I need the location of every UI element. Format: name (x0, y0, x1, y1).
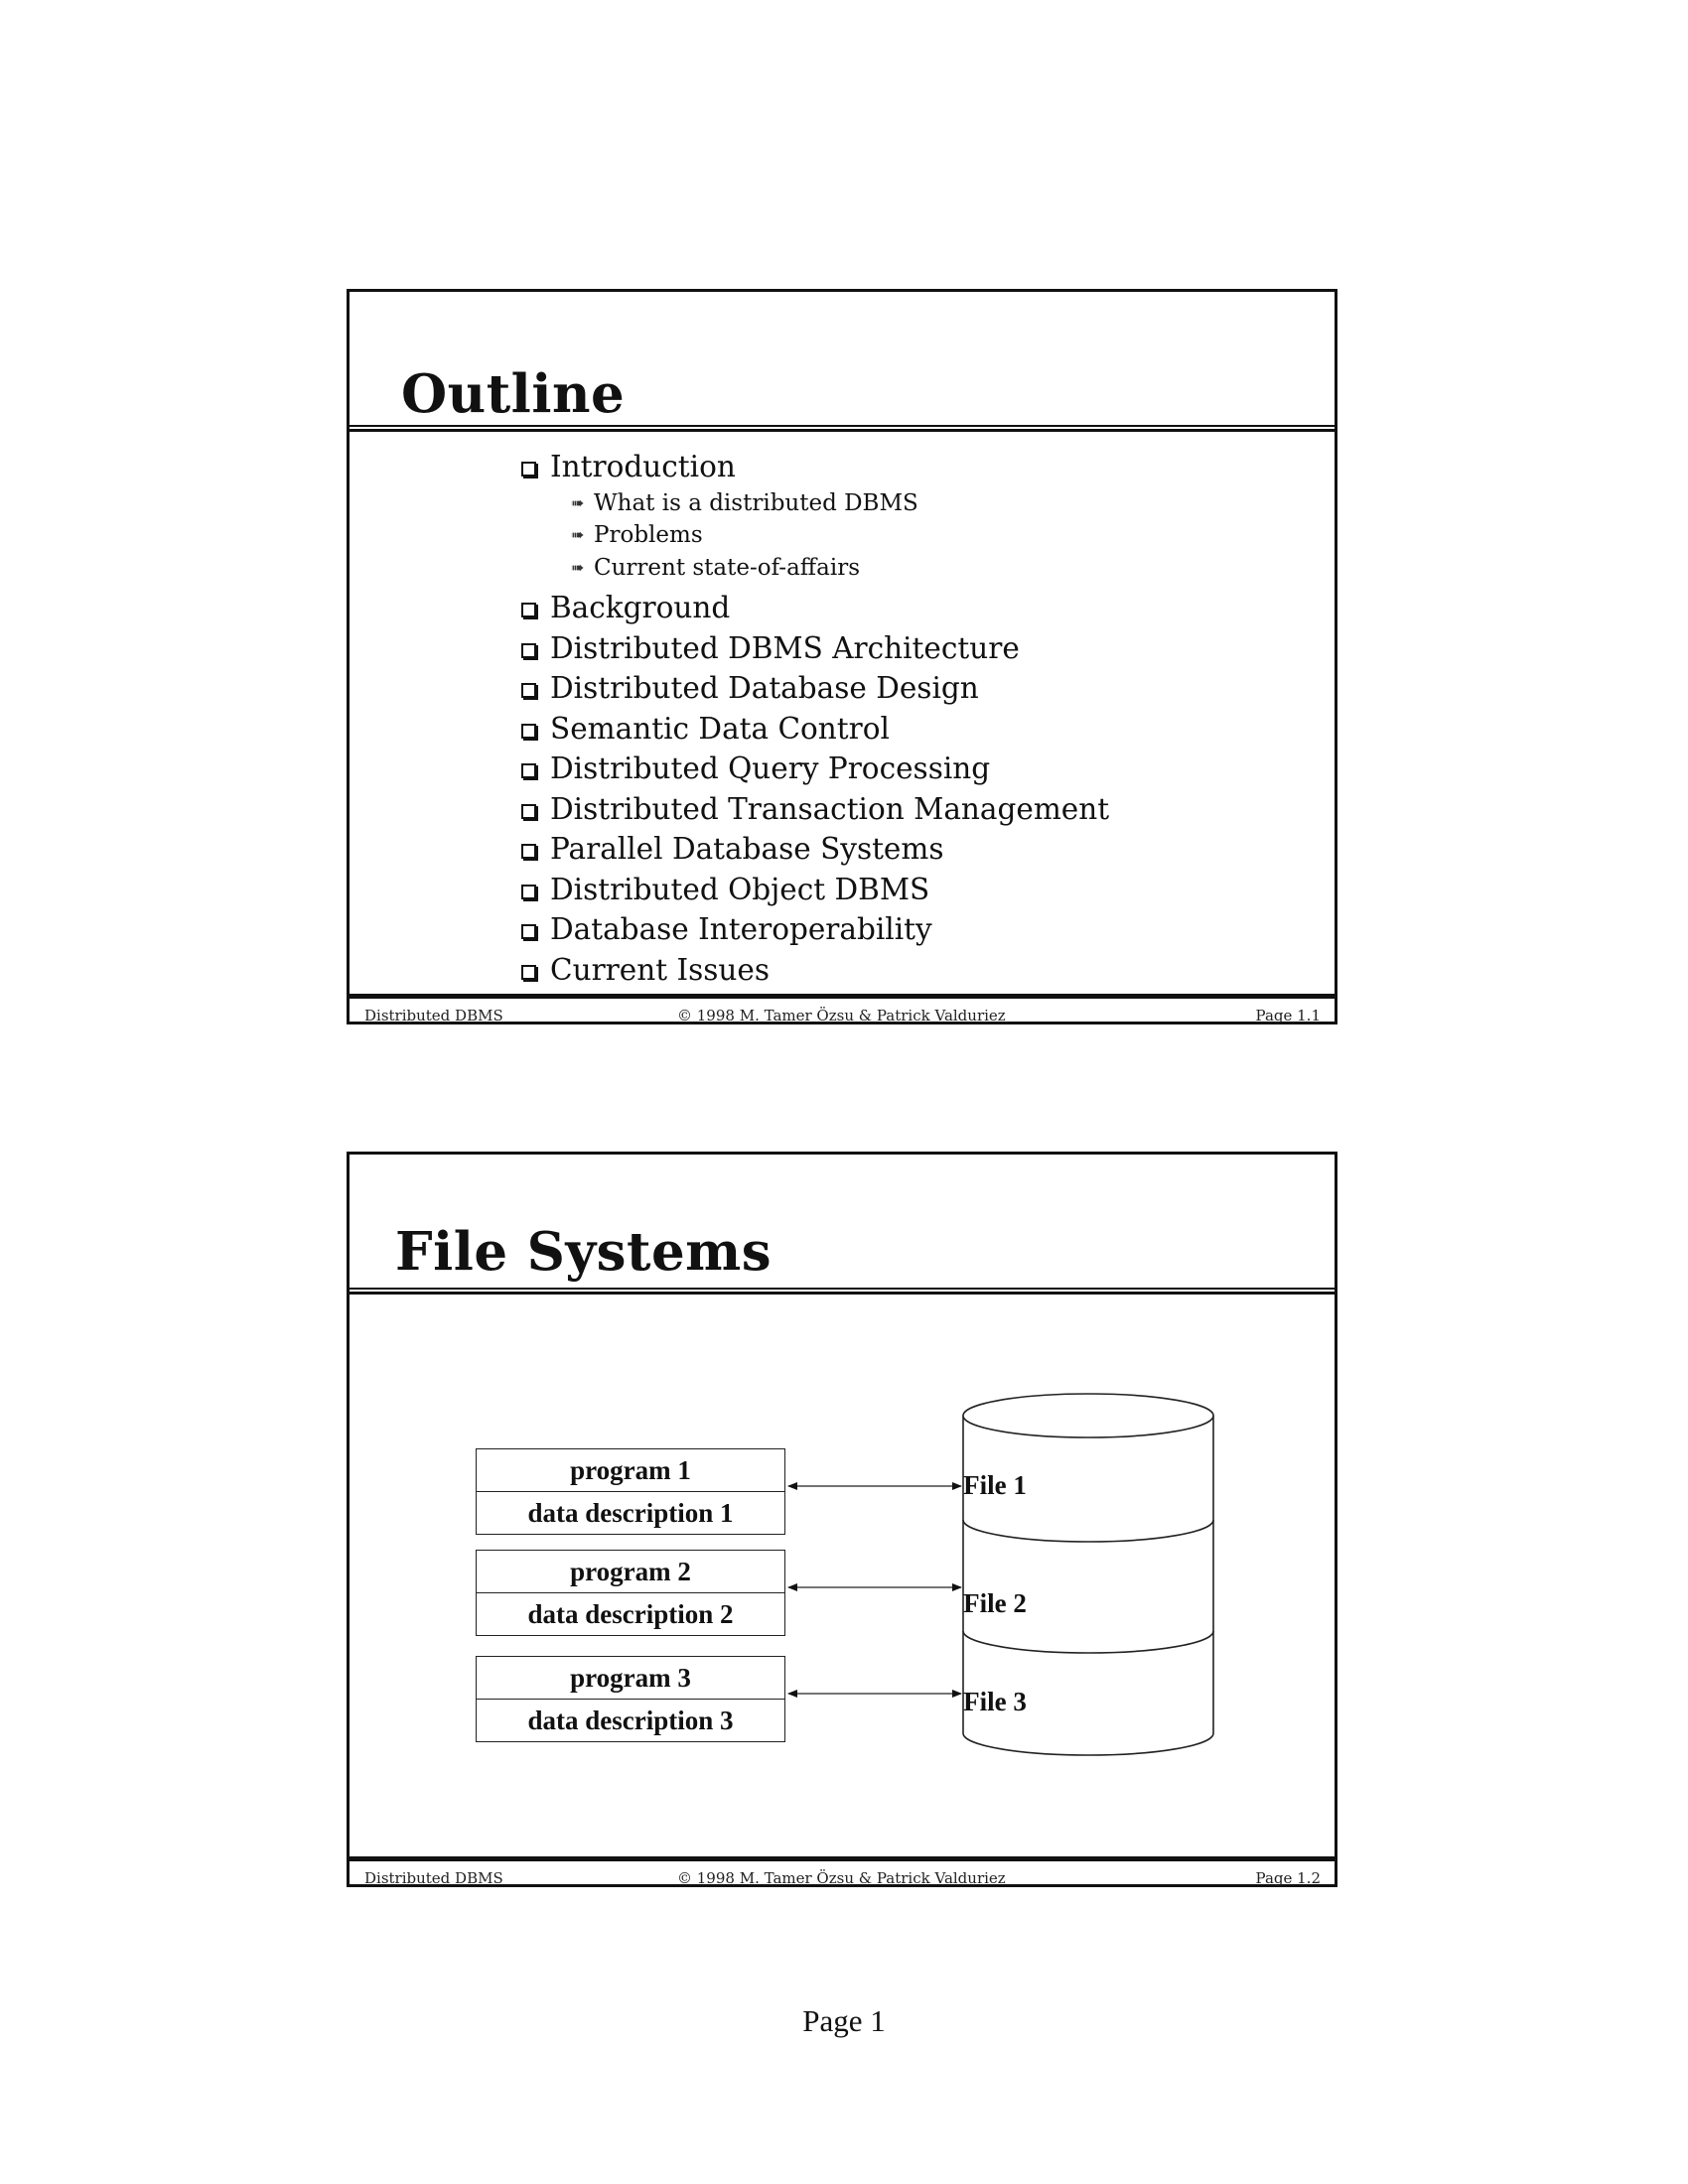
slide-title: Outline (401, 363, 626, 425)
slide-title: File Systems (395, 1221, 773, 1283)
outline-list (521, 447, 1109, 990)
checkbox-bullet-icon (521, 462, 536, 477)
program-label: program 3 (570, 1663, 691, 1693)
outline-sublist-wrap (521, 487, 1109, 585)
checkbox-bullet-icon (521, 885, 536, 899)
program-label: program 2 (570, 1557, 691, 1586)
outline-subitem: ➠ Problems (521, 519, 1109, 552)
arrow-bullet-icon: ➠ (571, 492, 585, 512)
slide-footer (350, 1869, 1335, 1887)
data-description-label: data description 1 (477, 1491, 784, 1534)
data-description-label: data description 2 (477, 1592, 784, 1635)
footer-divider (350, 994, 1335, 999)
footer-course: Distributed DBMS (364, 1007, 503, 1024)
checkbox-bullet-icon (521, 844, 536, 859)
outline-item: Current Issues (521, 950, 1109, 991)
outline-item: Introduction (521, 447, 1109, 487)
checkbox-bullet-icon (521, 924, 536, 939)
footer-copyright: © 1998 M. Tamer Özsu & Patrick Valduriez (677, 1007, 1006, 1024)
checkbox-bullet-icon (521, 683, 536, 698)
footer-page: Page 1.2 (1255, 1869, 1321, 1887)
outline-subitem: ➠ What is a distributed DBMS (521, 487, 1109, 520)
outline-item: Distributed Transaction Management (521, 789, 1109, 830)
file-label: File 3 (963, 1687, 1027, 1716)
checkbox-bullet-icon (521, 804, 536, 819)
outline-item: Distributed Object DBMS (521, 870, 1109, 910)
checkbox-bullet-icon (521, 724, 536, 739)
file-system-diagram (350, 1155, 1335, 1849)
outline-item: Semantic Data Control (521, 709, 1109, 750)
program-box (476, 1550, 785, 1636)
outline-item: Distributed Database Design (521, 668, 1109, 709)
outline-subitem: ➠ Current state-of-affairs (521, 552, 1109, 585)
program-box (476, 1448, 785, 1535)
checkbox-bullet-icon (521, 603, 536, 617)
title-divider (350, 425, 1335, 432)
program-box (476, 1656, 785, 1742)
checkbox-bullet-icon (521, 965, 536, 980)
arrow-bullet-icon: ➠ (571, 525, 585, 544)
outline-item: Parallel Database Systems (521, 829, 1109, 870)
file-label: File 1 (963, 1470, 1027, 1500)
slide-outline (347, 289, 1337, 1024)
footer-course: Distributed DBMS (364, 1869, 503, 1887)
footer-divider (350, 1856, 1335, 1861)
slide-file-systems (347, 1152, 1337, 1887)
checkbox-bullet-icon (521, 763, 536, 778)
outline-item: Distributed Query Processing (521, 749, 1109, 789)
outline-item: Distributed DBMS Architecture (521, 628, 1109, 669)
arrow-bullet-icon: ➠ (571, 557, 585, 577)
footer-page: Page 1.1 (1255, 1007, 1321, 1024)
outline-sublist (521, 487, 1109, 585)
file-label: File 2 (963, 1588, 1027, 1618)
slide-footer (350, 1007, 1335, 1024)
checkbox-bullet-icon (521, 643, 536, 658)
page-number: Page 1 (802, 2003, 886, 2038)
outline-item: Database Interoperability (521, 909, 1109, 950)
data-description-label: data description 3 (477, 1699, 784, 1741)
outline-item: Background (521, 588, 1109, 628)
program-label: program 1 (570, 1455, 691, 1485)
footer-copyright: © 1998 M. Tamer Özsu & Patrick Valduriez (677, 1869, 1006, 1887)
